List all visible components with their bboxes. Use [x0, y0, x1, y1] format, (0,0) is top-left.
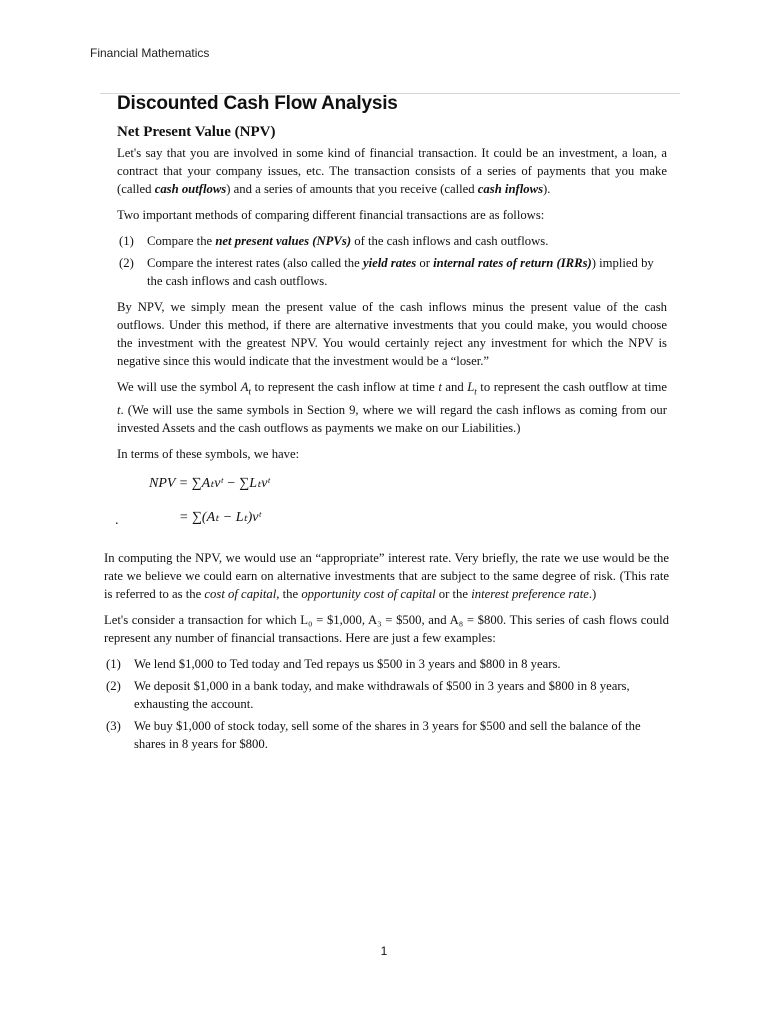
list-text: Compare the: [147, 234, 216, 248]
rate-text: , the: [276, 586, 302, 601]
stray-mark: .: [115, 512, 119, 528]
rate-text: In computing the NPV, we would use an “appropriate” interest rate. Very briefly, the rate we use would be the rate we believe we could earn on alternative investments that are subject to the same degree of risk. (This rate is referred to as the: [104, 550, 669, 601]
npv-formula: [117, 469, 667, 541]
list-text: We deposit $1,000 in a bank today, and make withdrawals of $500 in 3 years and $800 in 8 years, exhausting the account.: [134, 678, 630, 711]
npv-definition-paragraph: By NPV, we simply mean the present value of the cash inflows minus the present value of the cash outflows. Under this method, if there are alternative investments that you could make, you would choose the investment with the greatest NPV. You would certainly reject any investment for which the NPV is negative since this would indicate that the investment would be a “loser.”: [117, 300, 667, 368]
example-paragraph: Let's consider a transaction for which L₀ = $1,000, A₃ = $500, and A₈ = $800. This series of cash flows could represent any number of financial transactions. Here are just a few examples:: [104, 612, 669, 645]
symbols-text: to represent the cash outflow at time: [476, 380, 667, 394]
intro-text-2: ) and a series of amounts that you receive (called: [226, 182, 478, 196]
page-number: 1: [380, 944, 388, 958]
symbol-l-subscript: t: [474, 386, 477, 397]
terms-intro: In terms of these symbols, we have:: [117, 446, 300, 461]
term-cash-outflows: cash outflows: [154, 182, 227, 196]
methods-paragraph: Two important methods of comparing different financial transactions are as follows:: [117, 208, 545, 222]
intro-paragraph: [117, 144, 667, 198]
symbols-text: and: [441, 380, 468, 394]
symbol-a: A: [240, 380, 249, 394]
list-item: [104, 655, 669, 673]
list-number: (3): [106, 718, 121, 733]
symbols-text: to represent the cash inflow at time: [250, 380, 439, 394]
formula-line-2: = ∑(Aₜ − Lₜ)vᵗ: [179, 509, 261, 525]
term-npv: net present values (NPVs): [215, 234, 352, 248]
symbol-l: L: [467, 380, 475, 394]
rate-text: .): [588, 586, 597, 601]
list-item: [117, 254, 667, 290]
formula-line-1: NPV = ∑Aₜvᵗ − ∑Lₜvᵗ: [149, 475, 270, 491]
running-header: Financial Mathematics: [90, 46, 210, 60]
term-opportunity-cost: opportunity cost of capital: [301, 586, 436, 601]
symbol-t: t: [438, 380, 442, 394]
list-item: [104, 717, 669, 753]
list-item: [117, 232, 667, 250]
list-text: or: [416, 256, 434, 270]
list-number: (1): [106, 656, 121, 671]
methods-list: [117, 232, 667, 290]
term-cash-inflows: cash inflows: [477, 182, 544, 196]
list-text: We lend $1,000 to Ted today and Ted repays us $500 in 3 years and $800 in 8 years.: [134, 656, 561, 671]
symbol-t: t: [117, 402, 121, 417]
rate-text: or the: [435, 586, 472, 601]
section-subtitle: Net Present Value (NPV): [117, 124, 276, 140]
list-text: of the cash inflows and cash outflows.: [351, 234, 549, 248]
symbols-text: . (We will use the same symbols in Section 9, where we will regard the cash inflows as coming from our invested Assets and the cash outflows as payments we make on our Liabilities.): [117, 402, 667, 435]
list-number: (1): [119, 234, 134, 248]
list-item: [104, 677, 669, 713]
intro-text-3: ).: [543, 182, 551, 196]
interest-rate-paragraph: [104, 549, 669, 603]
symbol-a-subscript: t: [248, 386, 251, 397]
page-content: [104, 88, 669, 761]
symbols-text: We will use the symbol: [117, 380, 241, 394]
list-text: Compare the interest rates (also called the: [147, 256, 363, 270]
term-yield-rates: yield rates: [362, 256, 417, 270]
intro-text: Let's say that you are involved in some kind of financial transaction. It could be an investment, a loan, a contract that your company issues, etc. The transaction consists of a series of payments that you make (called: [117, 146, 667, 196]
list-number: (2): [106, 678, 121, 693]
term-interest-preference-rate: interest preference rate: [471, 586, 589, 601]
symbols-paragraph: [117, 378, 667, 437]
list-text: We buy $1,000 of stock today, sell some of the shares in 3 years for $500 and sell the balance of the shares in 8 years for $800.: [134, 718, 641, 751]
examples-list: [104, 655, 669, 753]
page-title: Discounted Cash Flow Analysis: [117, 93, 398, 114]
list-text: ) implied by the cash inflows and cash outflows.: [147, 256, 654, 288]
list-number: (2): [119, 256, 134, 270]
term-cost-of-capital: cost of capital: [204, 586, 277, 601]
term-irr: internal rates of return (IRRs): [433, 256, 592, 270]
